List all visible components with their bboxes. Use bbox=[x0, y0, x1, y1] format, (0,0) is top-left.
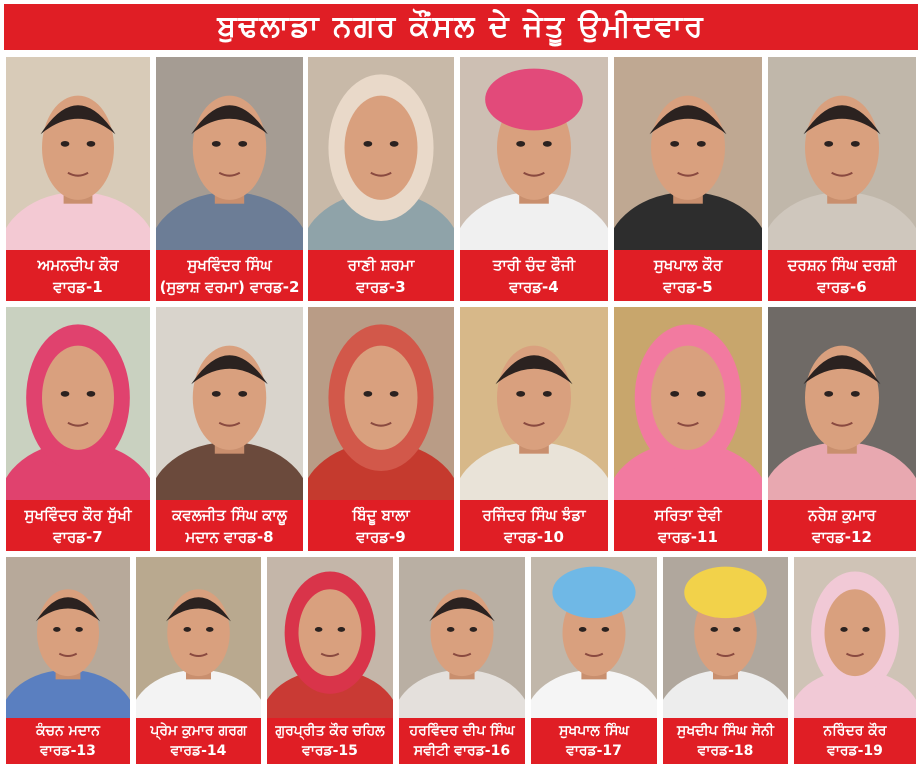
portrait-eye bbox=[516, 141, 525, 147]
portrait-eye bbox=[824, 141, 833, 147]
portrait-eye bbox=[212, 141, 221, 147]
candidate-caption bbox=[6, 250, 150, 301]
portrait-placeholder bbox=[6, 557, 130, 718]
candidate-name: ਸੁਖਵਿੰਦਰ ਕੌਰ ਸੁੱਖੀ bbox=[24, 505, 132, 524]
portrait-eye bbox=[363, 391, 372, 397]
candidate-card bbox=[267, 557, 393, 764]
candidate-card bbox=[531, 557, 657, 764]
candidate-photo bbox=[308, 57, 454, 250]
candidate-photo bbox=[531, 557, 657, 718]
candidate-card bbox=[614, 307, 762, 551]
portrait-placeholder bbox=[308, 57, 454, 250]
candidate-ward: ਵਾਰਡ-6 bbox=[817, 277, 867, 296]
portrait-eye bbox=[697, 391, 706, 397]
portrait-face bbox=[345, 96, 418, 200]
portrait-placeholder bbox=[794, 557, 916, 718]
portrait-eye bbox=[53, 627, 60, 632]
candidate-card bbox=[6, 307, 150, 551]
candidate-card bbox=[768, 57, 916, 301]
portrait-eye bbox=[602, 627, 610, 632]
candidate-card bbox=[6, 557, 130, 764]
portrait-placeholder bbox=[136, 557, 261, 718]
candidate-name: ਸੁਖਪਾਲ ਸਿੰਘ bbox=[559, 723, 629, 739]
candidate-name: ਕੰਚਨ ਮਦਾਨ bbox=[36, 723, 100, 739]
candidate-card bbox=[156, 57, 303, 301]
candidate-ward: ਵਾਰਡ-1 bbox=[53, 277, 103, 296]
portrait-placeholder bbox=[460, 307, 608, 500]
candidate-ward: ਵਾਰਡ-5 bbox=[663, 277, 713, 296]
page-title: ਬੁਢਲਾਡਾ ਨਗਰ ਕੌਂਸਲ ਦੇ ਜੇਤੂ ਉਮੀਦਵਾਰ bbox=[4, 4, 918, 50]
candidate-photo bbox=[614, 57, 762, 250]
turban bbox=[552, 567, 635, 619]
candidate-caption bbox=[308, 500, 454, 551]
portrait-eye bbox=[238, 141, 247, 147]
candidate-photo bbox=[267, 557, 393, 718]
candidate-caption bbox=[6, 718, 130, 764]
portrait-eye bbox=[447, 627, 455, 632]
portrait-eye bbox=[824, 391, 833, 397]
portrait-eye bbox=[338, 627, 346, 632]
portrait-placeholder bbox=[768, 57, 916, 250]
portrait-face bbox=[651, 346, 725, 450]
candidate-card bbox=[663, 557, 788, 764]
candidate-photo bbox=[794, 557, 916, 718]
candidate-name: ਗੁਰਪ੍ਰੀਤ ਕੌਰ ਚਹਿਲ bbox=[275, 723, 385, 739]
portrait-eye bbox=[670, 141, 679, 147]
candidate-caption bbox=[794, 718, 916, 764]
portrait-placeholder bbox=[663, 557, 788, 718]
candidate-photo bbox=[308, 307, 454, 500]
portrait-placeholder bbox=[308, 307, 454, 500]
candidate-ward: ਮਦਾਨ ਵਾਰਡ-8 bbox=[185, 527, 274, 546]
portrait-placeholder bbox=[156, 307, 303, 500]
portrait-placeholder bbox=[614, 57, 762, 250]
portrait-eye bbox=[87, 391, 96, 397]
portrait-eye bbox=[711, 627, 719, 632]
candidate-caption bbox=[460, 500, 608, 551]
candidate-card bbox=[614, 57, 762, 301]
candidate-ward: ਵਾਰਡ-4 bbox=[509, 277, 559, 296]
candidate-name: ਸੁਖਦੀਪ ਸਿੰਘ ਸੋਨੀ bbox=[677, 723, 774, 739]
candidate-name: ਸੁਖਵਿੰਦਰ ਸਿੰਘ bbox=[187, 255, 272, 274]
portrait-placeholder bbox=[460, 57, 608, 250]
candidate-ward: ਵਾਰਡ-13 bbox=[40, 743, 96, 759]
candidate-caption bbox=[614, 500, 762, 551]
candidate-card bbox=[308, 307, 454, 551]
candidate-photo bbox=[156, 57, 303, 250]
candidate-photo bbox=[6, 57, 150, 250]
candidate-ward: ਵਾਰਡ-18 bbox=[697, 743, 754, 759]
candidate-caption bbox=[531, 718, 657, 764]
portrait-face bbox=[299, 589, 362, 676]
candidate-photo bbox=[614, 307, 762, 500]
portrait-eye bbox=[61, 391, 70, 397]
candidate-photo bbox=[768, 307, 916, 500]
portrait-eye bbox=[851, 141, 860, 147]
portrait-face bbox=[825, 589, 886, 676]
candidate-name: ਤਾਰੀ ਚੰਦ ਫੌਜੀ bbox=[492, 255, 576, 274]
portrait-placeholder bbox=[267, 557, 393, 718]
candidate-name: ਬਿੰਦੂ ਬਾਲਾ bbox=[352, 505, 410, 524]
candidate-ward: ਵਾਰਡ-17 bbox=[566, 743, 622, 759]
candidate-name: ਰਜਿੰਦਰ ਸਿੰਘ ਝੰਡਾ bbox=[482, 505, 586, 524]
portrait-eye bbox=[212, 391, 221, 397]
portrait-eye bbox=[733, 627, 741, 632]
candidate-photo bbox=[6, 307, 150, 500]
candidate-ward: (ਸੁਭਾਸ਼ ਵਰਮਾ) ਵਾਰਡ-2 bbox=[159, 277, 300, 296]
candidate-caption bbox=[308, 250, 454, 301]
candidate-card bbox=[136, 557, 261, 764]
candidate-name: ਸਰਿਤਾ ਦੇਵੀ bbox=[654, 505, 722, 524]
candidate-name: ਰਾਣੀ ਸ਼ਰਮਾ bbox=[347, 255, 415, 274]
portrait-placeholder bbox=[6, 307, 150, 500]
candidate-ward: ਵਾਰਡ-7 bbox=[53, 527, 103, 546]
portrait-placeholder bbox=[399, 557, 525, 718]
portrait-eye bbox=[390, 391, 399, 397]
portrait-placeholder bbox=[6, 57, 150, 250]
candidate-ward: ਵਾਰਡ-12 bbox=[812, 527, 872, 546]
candidate-photo bbox=[6, 557, 130, 718]
candidate-ward: ਸਵੀਟੀ ਵਾਰਡ-16 bbox=[413, 743, 511, 759]
candidate-ward: ਵਾਰਡ-19 bbox=[827, 743, 883, 759]
candidate-name: ਹਰਵਿੰਦਰ ਦੀਪ ਸਿੰਘ bbox=[409, 723, 515, 739]
portrait-eye bbox=[840, 627, 847, 632]
portrait-eye bbox=[206, 627, 214, 632]
candidate-photo bbox=[136, 557, 261, 718]
portrait-eye bbox=[184, 627, 192, 632]
candidate-ward: ਵਾਰਡ-10 bbox=[504, 527, 564, 546]
candidate-caption bbox=[6, 500, 150, 551]
turban bbox=[485, 69, 583, 131]
candidate-card bbox=[794, 557, 916, 764]
portrait-eye bbox=[75, 627, 82, 632]
candidate-card bbox=[308, 57, 454, 301]
candidate-card bbox=[156, 307, 303, 551]
candidate-caption bbox=[614, 250, 762, 301]
candidate-name: ਪ੍ਰੇਮ ਕੁਮਾਰ ਗਰਗ bbox=[150, 723, 247, 739]
candidate-caption bbox=[663, 718, 788, 764]
candidate-name: ਦਰਸ਼ਨ ਸਿੰਘ ਦਰਸ਼ੀ bbox=[787, 255, 897, 274]
candidate-card bbox=[460, 57, 608, 301]
candidate-caption bbox=[460, 250, 608, 301]
portrait-eye bbox=[543, 141, 552, 147]
candidate-name: ਨਰੇਸ਼ ਕੁਮਾਰ bbox=[808, 505, 876, 524]
candidate-caption bbox=[136, 718, 261, 764]
portrait-eye bbox=[516, 391, 525, 397]
portrait-eye bbox=[61, 141, 70, 147]
candidate-photo bbox=[399, 557, 525, 718]
portrait-placeholder bbox=[614, 307, 762, 500]
candidate-photo bbox=[156, 307, 303, 500]
portrait-face bbox=[42, 346, 114, 450]
candidate-name: ਅਮਨਦੀਪ ਕੌਰ bbox=[37, 255, 119, 274]
candidate-photo bbox=[663, 557, 788, 718]
portrait-placeholder bbox=[768, 307, 916, 500]
candidate-name: ਕਵਲਜੀਤ ਸਿੰਘ ਕਾਲੂ bbox=[172, 505, 287, 524]
candidate-ward: ਵਾਰਡ-15 bbox=[302, 743, 358, 759]
candidate-ward: ਵਾਰਡ-3 bbox=[356, 277, 406, 296]
portrait-eye bbox=[470, 627, 478, 632]
candidate-photo bbox=[460, 57, 608, 250]
candidate-caption bbox=[156, 250, 303, 301]
candidate-card bbox=[768, 307, 916, 551]
candidate-photo bbox=[768, 57, 916, 250]
portrait-eye bbox=[390, 141, 399, 147]
candidate-caption bbox=[768, 500, 916, 551]
portrait-face bbox=[345, 346, 418, 450]
candidate-caption bbox=[768, 250, 916, 301]
candidate-photo bbox=[460, 307, 608, 500]
candidate-ward: ਵਾਰਡ-9 bbox=[356, 527, 406, 546]
candidate-caption bbox=[267, 718, 393, 764]
turban bbox=[684, 567, 767, 619]
portrait-eye bbox=[862, 627, 869, 632]
portrait-eye bbox=[238, 391, 247, 397]
candidate-card bbox=[399, 557, 525, 764]
portrait-eye bbox=[851, 391, 860, 397]
candidate-caption bbox=[399, 718, 525, 764]
portrait-placeholder bbox=[156, 57, 303, 250]
candidate-ward: ਵਾਰਡ-14 bbox=[170, 743, 227, 759]
candidate-card bbox=[460, 307, 608, 551]
portrait-eye bbox=[579, 627, 587, 632]
candidate-ward: ਵਾਰਡ-11 bbox=[658, 527, 718, 546]
candidate-card bbox=[6, 57, 150, 301]
portrait-eye bbox=[543, 391, 552, 397]
portrait-eye bbox=[363, 141, 372, 147]
portrait-eye bbox=[315, 627, 323, 632]
candidate-name: ਨਰਿੰਦਰ ਕੌਰ bbox=[823, 723, 887, 739]
portrait-placeholder bbox=[531, 557, 657, 718]
portrait-eye bbox=[697, 141, 706, 147]
portrait-eye bbox=[670, 391, 679, 397]
candidate-caption bbox=[156, 500, 303, 551]
portrait-eye bbox=[87, 141, 96, 147]
candidate-name: ਸੁਖਪਾਲ ਕੌਰ bbox=[653, 255, 723, 274]
